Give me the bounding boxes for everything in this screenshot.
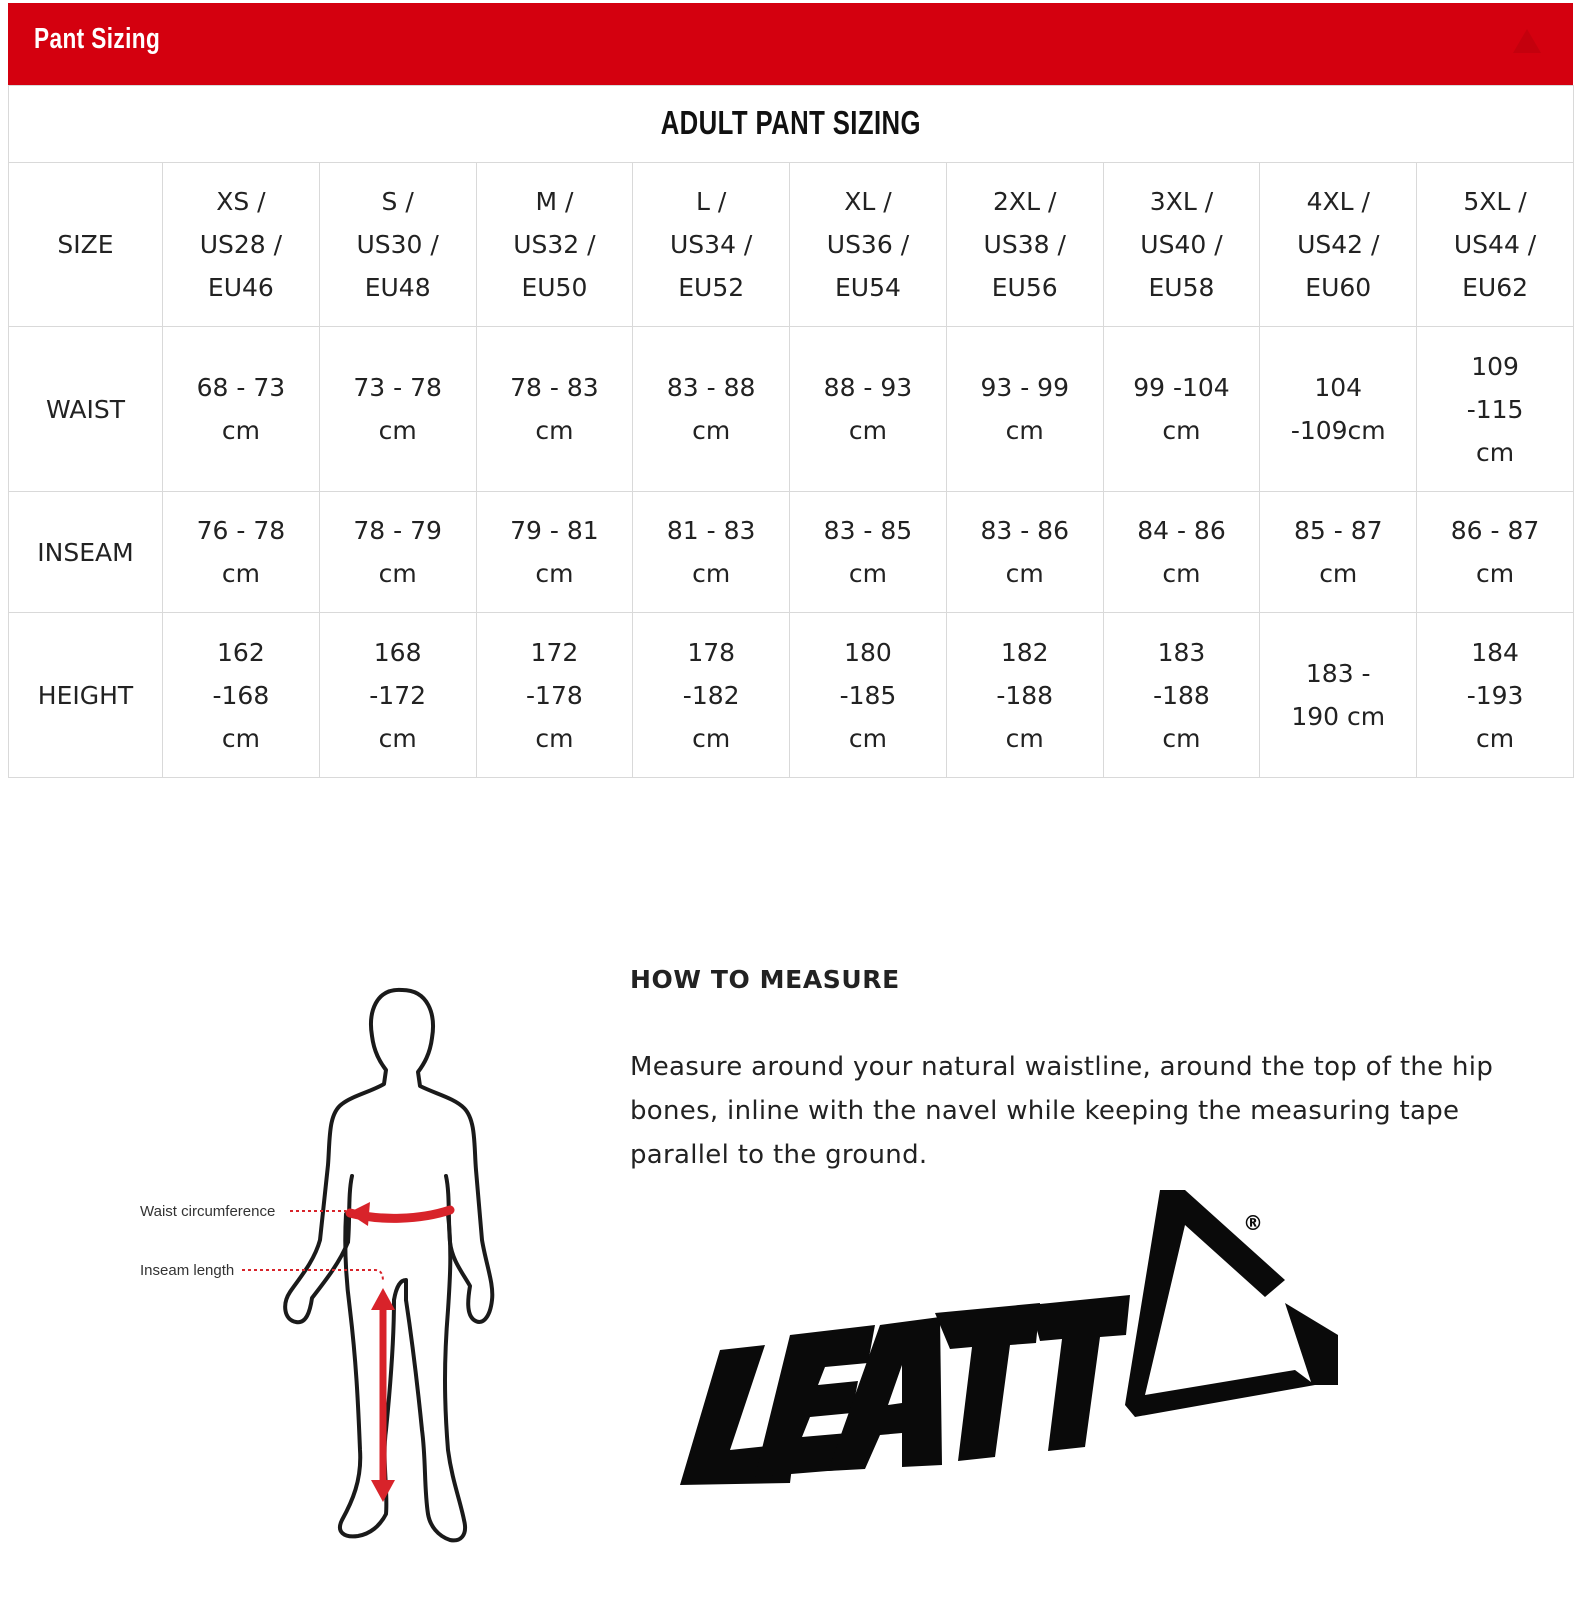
table-cell-waist [319,327,476,492]
row-header-waist: WAIST [9,327,163,492]
table-row-height [9,613,1574,778]
table-cell-waist [163,327,320,492]
cell-text: US28 / [199,230,283,259]
figure-outline-left [285,990,402,1322]
cell-text: 109 [1471,351,1519,381]
cell-text: -109cm [1290,416,1386,445]
cell-text: 78 - 83 [510,373,599,402]
cell-text: cm [535,723,574,753]
cell-text: cm [1476,437,1515,467]
cell-text: EU50 [521,273,588,302]
cell-text: cm [848,416,887,445]
table-cell-inseam [163,492,320,613]
table-cell-height [319,613,476,778]
accordion-header[interactable] [8,3,1573,85]
cell-text: EU48 [364,273,431,302]
table-row-size [9,163,1574,327]
table-cell-size [163,163,320,327]
cell-text: cm [1476,723,1515,753]
table-cell-waist [790,327,947,492]
cell-text: 86 - 87 [1450,516,1540,545]
cell-text: cm [1162,723,1201,753]
table-cell-height [476,613,633,778]
cell-text: US44 / [1453,230,1537,259]
cell-text: 162 [217,637,265,667]
cell-text: -188 [996,680,1054,710]
cell-text: cm [535,416,574,445]
table-cell-inseam [1417,492,1574,613]
cell-text: cm [848,559,887,588]
table-cell-height [1417,613,1574,778]
table-cell-height [1260,613,1417,778]
table-cell-size [476,163,633,327]
cell-text: -182 [682,680,740,710]
cell-text: 104 [1314,373,1363,402]
cell-text: 76 - 78 [196,516,286,545]
table-cell-inseam [1103,492,1260,613]
cell-text: cm [1005,416,1044,445]
table-cell-inseam [319,492,476,613]
table-cell-waist [476,327,633,492]
table-cell-waist [946,327,1103,492]
cell-text: 168 [373,637,422,667]
table-cell-inseam [946,492,1103,613]
cell-text: cm [1319,559,1358,588]
pant-sizing-table [8,85,1574,778]
cell-text: 99 -104 [1133,373,1230,402]
table-row-inseam [9,492,1574,613]
table-cell-height [946,613,1103,778]
cell-text: cm [1005,723,1044,753]
table-cell-inseam [790,492,947,613]
cell-text: -168 [212,680,270,710]
triangle-up-icon[interactable] [1511,27,1543,55]
table-cell-inseam [476,492,633,613]
cell-text: 3XL / [1149,187,1214,216]
cell-text: cm [692,723,731,753]
cell-text: 73 - 78 [353,373,442,402]
table-cell-height [790,613,947,778]
cell-text: US38 / [983,230,1066,259]
cell-text: cm [535,559,574,588]
cell-text: cm [692,416,731,445]
cell-text: US34 / [670,230,753,259]
cell-text: -178 [526,680,583,710]
cell-text: 81 - 83 [666,516,756,545]
row-header-size: SIZE [9,163,163,327]
cell-text: XS / [216,187,266,216]
body-measurement-figure [130,980,550,1580]
table-cell-waist [1103,327,1260,492]
cell-text: 183 [1157,637,1206,667]
cell-text: cm [1476,559,1515,588]
cell-text: EU62 [1462,273,1529,302]
cell-text: M / [535,187,574,216]
how-to-measure-text: Measure around your natural waistline, around the top of the hip bones, inline with the navel while keeping the measuring tape parallel to the ground. [630,1052,1494,1170]
cell-text: 180 [844,637,892,667]
cell-text: -188 [1153,680,1210,710]
table-cell-size [319,163,476,327]
cell-text: US42 / [1297,230,1380,259]
table-cell-size [1103,163,1260,327]
cell-text: 84 - 86 [1137,516,1226,545]
cell-text: 190 cm [1291,702,1386,731]
cell-text: EU54 [834,273,901,302]
cell-text: EU52 [678,273,745,302]
cell-text: 83 - 86 [980,516,1069,545]
table-cell-size [790,163,947,327]
cell-text: US30 / [356,230,439,259]
cell-text: EU58 [1148,273,1215,302]
table-cell-waist [633,327,790,492]
table-row-waist [9,327,1574,492]
cell-text: -185 [839,680,897,710]
how-to-measure-title: HOW TO MEASURE [630,965,900,994]
figure-outline-right [402,990,492,1322]
table-cell-size [633,163,790,327]
waist-circumference-label: Waist circumference [140,1203,276,1220]
cell-text: cm [221,723,260,753]
cell-text: 178 [687,637,736,667]
cell-text: 2XL / [993,187,1057,216]
cell-text: 5XL / [1463,187,1527,216]
cell-text: 85 - 87 [1293,516,1383,545]
cell-text: -193 [1466,680,1524,710]
table-cell-waist [1260,327,1417,492]
cell-text: XL / [844,187,892,216]
inseam-length-label: Inseam length [140,1262,235,1279]
table-cell-size [1417,163,1574,327]
cell-text: 4XL / [1306,187,1370,216]
table-cell-height [633,613,790,778]
cell-text: 83 - 85 [823,516,913,545]
cell-text: cm [1162,559,1201,588]
cell-text: 78 - 79 [353,516,442,545]
cell-text: 88 - 93 [823,373,913,402]
cell-text: 93 - 99 [980,373,1069,402]
cell-text: 79 - 81 [510,516,599,545]
cell-text: 68 - 73 [196,373,286,402]
cell-text: cm [378,723,417,753]
cell-text: 83 - 88 [666,373,756,402]
cell-text: cm [1162,416,1201,445]
cell-text: cm [378,416,417,445]
cell-text: EU46 [207,273,274,302]
row-header-height: HEIGHT [9,613,163,778]
cell-text: cm [221,559,260,588]
cell-text: 182 [1000,637,1049,667]
table-cell-waist [1417,327,1574,492]
cell-text: 172 [530,637,579,667]
row-header-inseam: INSEAM [9,492,163,613]
cell-text: -115 [1466,394,1524,424]
table-cell-inseam [1260,492,1417,613]
cell-text: -172 [369,680,427,710]
cell-text: US40 / [1140,230,1223,259]
table-cell-size [1260,163,1417,327]
table-cell-height [1103,613,1260,778]
cell-text: L / [696,187,727,216]
cell-text: US36 / [826,230,910,259]
table-caption-cell [9,86,1574,163]
cell-text: cm [378,559,417,588]
cell-text: cm [1005,559,1044,588]
cell-text: S / [381,187,414,216]
registered-mark: ® [1243,1211,1263,1235]
section-title: Pant Sizing [34,23,161,55]
cell-text: cm [848,723,887,753]
table-cell-size [946,163,1103,327]
table-caption: ADULT PANT SIZING [660,104,922,141]
cell-text: cm [221,416,260,445]
cell-text: US32 / [513,230,596,259]
cell-text: EU56 [991,273,1058,302]
cell-text: 184 [1471,637,1519,667]
leatt-logo [680,1185,1360,1495]
table-cell-inseam [633,492,790,613]
cell-text: EU60 [1305,273,1372,302]
table-cell-height [163,613,320,778]
cell-text: cm [692,559,731,588]
cell-text: 183 - [1305,659,1371,688]
